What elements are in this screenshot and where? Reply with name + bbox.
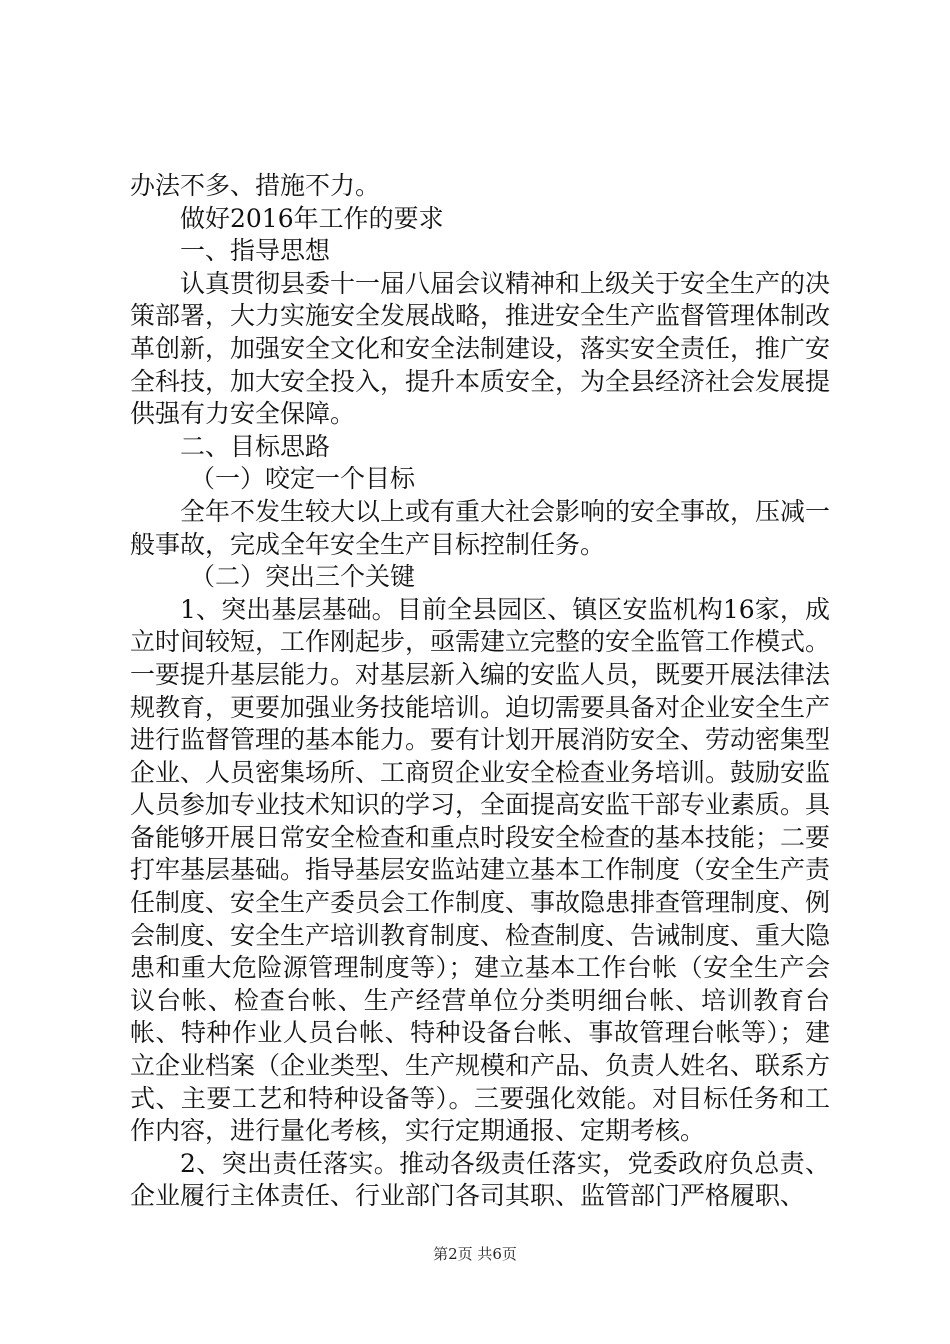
paragraph-one-goal: 全年不发生较大以上或有重大社会影响的安全事故，压减一般事故，完成全年安全生产目标控制任务。 [130,496,831,559]
paragraph-responsibility: 2、突出责任落实。推动各级责任落实，党委政府负总责、企业履行主体责任、行业部门各司其职、监管部门严格履职、 [130,1148,830,1211]
paragraph-grassroots: 1、突出基层基础。目前全县园区、镇区安监机构16家，成立时间较短，工作刚起步，亟需建立完整的安全监管工作模式。一要提升基层能力。对基层新入编的安监人员，既要开展法律法规教育，更要加强业务技能培训。迫切需要具备对企业安全生产进行监督管理的基本能力。要有计划开展消防安全、劳动密集型企业、人员密集场所、工商贸企业安全检查业务培训。鼓励安监人员参加专业技术知识的学习，全面提高安监干部专业素质。具备能够开展日常安全检查和重点时段安全检查的基本技能；二要打牢基层基础。指导基层安监站建立基本工作制度（安全生产责任制度、安全生产委员会工作制度、事故隐患排查管理制度、例会制度、安全生产培训教育制度、检查制度、告诫制度、重大隐患和重大危险源管理制度等）；建立基本工作台帐（安全生产会议台帐、检查台帐、生产经营单位分类明细台帐、培训教育台帐、特种作业人员台帐、特种设备台帐、事故管理台帐等）；建立企业档案（企业类型、生产规模和产品、负责人姓名、联系方式、主要工艺和特种设备等）。三要强化效能。对目标任务和工作内容，进行量化考核，实行定期通报、定期考核。 [130,594,831,1146]
paragraph-guiding-ideology: 认真贯彻县委十一届八届会议精神和上级关于安全生产的决策部署，大力实施安全发展战略，推进安全生产监督管理体制改革创新，加强安全文化和安全法制建设，落实安全责任，推广安全科技，加大安全投入，提升本质安全，为全县经济社会发展提供强有力安全保障。 [130,268,831,429]
paragraph-continuation: 办法不多、措施不力。 [130,171,381,200]
section-heading-requirements: 做好2016年工作的要求 [180,203,444,233]
heading-goal-approach: 二、目标思路 [180,431,331,461]
document-body [130,170,830,1213]
page-number-footer: 第2页 共6页 [433,1245,517,1263]
subheading-three-keys: （二）突出三个关键 [190,562,416,592]
heading-guiding-ideology: 一、指导思想 [180,236,331,266]
subheading-one-goal: （一）咬定一个目标 [190,464,416,494]
